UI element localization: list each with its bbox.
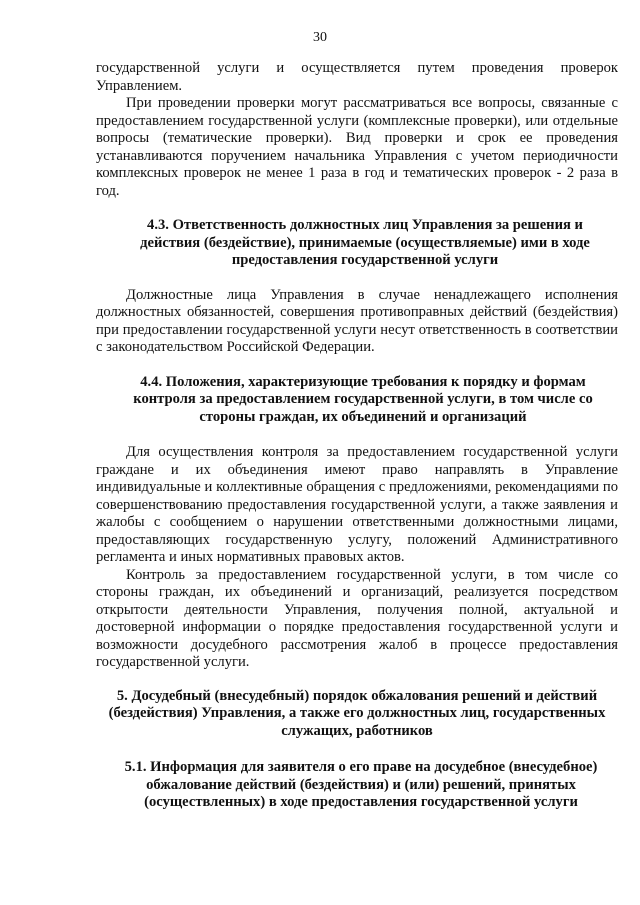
section-4-3-heading: 4.3. Ответственность должностных лиц Управления за решения и действия (бездействие), принимаемые (осуществляемые) ими в ходе предоставления государственной услуги	[140, 217, 590, 268]
section-4-3-paragraph: Должностные лица Управления в случае ненадлежащего исполнения должностных обязанностей, совершения противоправных действий (бездействия) при предоставлении государственной услуги несут ответственность в соответствии с законодательством Российской Федерации.	[96, 286, 618, 355]
section-5-heading: 5. Досудебный (внесудебный) порядок обжалования решений и действий (бездействия) Управления, а также его должностных лиц, государственных служащих, работников	[108, 687, 606, 739]
page-content	[96, 60, 618, 812]
section-4-4-paragraph-2: Контроль за предоставлением государственной услуги, в том числе со стороны граждан, их объединений и организаций, реализуется посредством открытости деятельности Управления, получения полной, актуальной и достоверной информации о порядке предоставления государственной услуги и возможности досудебного рассмотрения жалоб в процессе предоставления государственной услуги.	[96, 566, 618, 670]
section-4-4-paragraph-1: Для осуществления контроля за предоставлением государственной услуги граждане и их объединения имеют право направлять в Управление индивидуальные и коллективные обращения с предложениями, рекомендациями по совершенствованию предоставления государственной услуги, а также заявления и жалобы с сообщением о нарушении ответственными должностными лицами, предоставляющих государственную услугу, положений Административного регламента и иных нормативных правовых актов.	[96, 444, 618, 565]
section-4-4-heading: 4.4. Положения, характеризующие требования к порядку и формам контроля за предоставлением государственной услуги, в том числе со стороны граждан, их объединений и организаций	[133, 373, 593, 425]
section-5-1-heading: 5.1. Информация для заявителя о его праве на досудебное (внесудебное) обжалование действий (бездействия) и (или) решений, принятых (осуществленных) в ходе предоставления государственной услуги	[124, 759, 598, 810]
page-number: 30	[313, 30, 327, 45]
intro-paragraph: государственной услуги и осуществляется путем проведения проверок Управлением.	[96, 60, 618, 94]
inspection-paragraph: При проведении проверки могут рассматриваться все вопросы, связанные с предоставлением государственной услуги (комплексные проверки), или отдельные вопросы (тематические проверки). Вид проверки и срок ее проведения устанавливаются поручением начальника Управления с учетом периодичности комплексных проверок не менее 1 раза в год и тематических проверок - 2 раза в год.	[96, 95, 618, 199]
